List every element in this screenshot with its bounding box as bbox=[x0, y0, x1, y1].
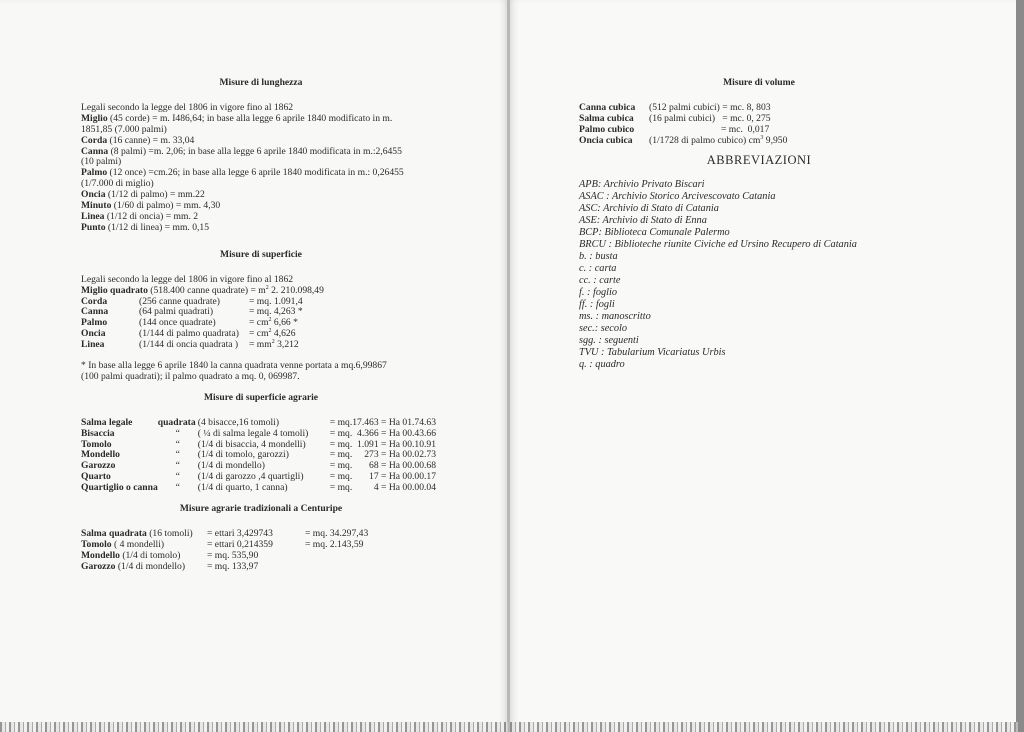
agrarie-desc: (1/4 di mondello) bbox=[197, 460, 265, 472]
abbreviazioni-title: ABBREVIAZIONI bbox=[706, 152, 812, 167]
centuripe-v1: = ettari 3,429743 bbox=[207, 528, 273, 539]
volume-term: Palmo cubico bbox=[579, 123, 635, 135]
lunghezza-item bbox=[81, 147, 441, 158]
agrarie-value: = mq. 273 = Ha 00.02.73 bbox=[329, 449, 436, 461]
centuripe-desc: (1/4 di tomolo) bbox=[119, 549, 181, 561]
centuripe-table bbox=[81, 529, 368, 573]
abbreviation-item: q. : quadro bbox=[579, 359, 625, 371]
lunghezza-text: 1851,85 (7.000 palmi) bbox=[81, 123, 167, 135]
agrarie-mark: “ bbox=[175, 471, 180, 483]
volume-term: Salma cubica bbox=[579, 112, 634, 124]
superficie-value: = cm bbox=[249, 328, 269, 340]
agrarie-value: = mq. 68 = Ha 00.00.68 bbox=[329, 460, 436, 472]
abbreviation-item: APB: Archivio Privato Biscari bbox=[579, 179, 705, 191]
agrarie-desc: (4 bisacce,16 tomoli) bbox=[197, 416, 280, 428]
volume-table bbox=[579, 103, 787, 147]
centuripe-desc: (1/4 di mondello) bbox=[115, 560, 186, 572]
lunghezza-term: Minuto bbox=[81, 200, 112, 212]
agrarie-value: = mq.17.463 = Ha 01.74.63 bbox=[329, 416, 436, 428]
superficie-table bbox=[81, 297, 303, 352]
lunghezza-text: (45 corde) = m. I486,64; in base alla legge 6 aprile 1840 modificato in m. bbox=[107, 112, 393, 124]
centuripe-term: Mondello bbox=[81, 549, 120, 561]
centuripe-v1: = mq. 133,97 bbox=[207, 560, 259, 572]
lunghezza-text: (1/12 di oncia) = mm. 2 bbox=[104, 210, 199, 222]
abbreviation-item: TVU : Tabularium Vicariatus Urbis bbox=[579, 347, 726, 359]
centuripe-term: Garozzo bbox=[81, 560, 116, 572]
centuripe-v1: = ettari 0,214359 bbox=[207, 538, 273, 550]
miglio-quadrato-term: Miglio quadrato bbox=[81, 284, 148, 296]
lunghezza-text: (1/7.000 di miglio) bbox=[81, 178, 154, 190]
volume-term: Canna cubica bbox=[579, 101, 636, 113]
superficie-note-2: (100 palmi quadrati); il palmo quadrato a mq. 0, 069987. bbox=[81, 370, 300, 382]
scan-strip-left bbox=[0, 722, 508, 732]
abbreviation-item: ASC: Archivio di Stato di Catania bbox=[579, 203, 719, 215]
centuripe-title: Misure agrarie tradizionali a Centuripe bbox=[179, 503, 343, 515]
abbreviation-item: b. : busta bbox=[579, 251, 618, 263]
lunghezza-text: (16 canne) = m. 33,04 bbox=[107, 134, 195, 146]
volume-tail: 9,950 bbox=[763, 134, 788, 146]
abbreviazioni-list bbox=[579, 179, 939, 371]
abbreviation-item: cc. : carte bbox=[579, 275, 621, 287]
agrarie-term: Quarto bbox=[81, 471, 111, 483]
agrarie-value: = mq. 17 = Ha 00.00.17 bbox=[329, 471, 436, 483]
agrarie-term: Salma legale bbox=[81, 416, 133, 428]
volume-desc: (512 palmi cubici) = mc. 8, 803 bbox=[649, 101, 771, 113]
superficie-tail: 4,626 bbox=[271, 328, 296, 340]
abbreviation-item: BRCU : Biblioteche riunite Civiche ed Ursino Recupero di Catania bbox=[579, 239, 857, 251]
abbreviation-item: ff. : fogli bbox=[579, 299, 615, 311]
volume-term-cell bbox=[579, 136, 649, 147]
superficie-sup: 2 bbox=[268, 328, 272, 335]
centuripe-term: Tomolo bbox=[81, 538, 112, 550]
superficie-row bbox=[81, 340, 303, 351]
centuripe-v2 bbox=[305, 551, 368, 562]
centuripe-desc: (16 tomoli) bbox=[146, 528, 193, 539]
superficie-term: Corda bbox=[81, 295, 108, 307]
superficie-value: = mq. 1.091,4 bbox=[249, 295, 303, 307]
centuripe-term-cell bbox=[81, 562, 207, 573]
agrarie-table bbox=[81, 418, 436, 494]
volume-desc: (16 palmi cubici) = mc. 0, 275 bbox=[649, 112, 771, 124]
abbreviation-item: ASE: Archivio di Stato di Enna bbox=[579, 215, 707, 227]
agrarie-term: Tomolo bbox=[81, 438, 112, 450]
left-page-content bbox=[81, 78, 441, 573]
superficie-tail: 6,66 * bbox=[271, 317, 298, 329]
agrarie-desc: (1/4 di bisaccia, 4 mondelli) bbox=[197, 438, 306, 450]
centuripe-v2 bbox=[305, 562, 368, 573]
lunghezza-text: (1/60 di palmo) = mm. 4,30 bbox=[111, 200, 221, 212]
scan-strip-right bbox=[510, 722, 1018, 732]
lunghezza-list bbox=[81, 114, 441, 234]
agrarie-term: Quartiglio o canna bbox=[81, 482, 158, 494]
lunghezza-term: Palmo bbox=[81, 167, 108, 179]
agrarie-mark: “ bbox=[175, 438, 180, 450]
superficie-title: Misure di superficie bbox=[220, 248, 302, 260]
superficie-term: Oncia bbox=[81, 328, 106, 340]
superficie-value: = mq. 4,263 * bbox=[249, 306, 303, 318]
centuripe-row bbox=[81, 562, 368, 573]
volume-term: Oncia cubica bbox=[579, 134, 633, 146]
miglio-quadrato-text: (518.400 canne quadrate) = m bbox=[147, 284, 266, 296]
lunghezza-term: Canna bbox=[81, 145, 109, 157]
superficie-desc: (1/144 di oncia quadrata ) bbox=[139, 339, 239, 351]
superficie-note-1: * In base alla legge 6 aprile 1840 la canna quadrata venne portata a mq.6,99867 bbox=[81, 360, 387, 372]
lunghezza-title: Misure di lunghezza bbox=[219, 77, 303, 88]
agrarie-value: = mq. 4 = Ha 00.00.04 bbox=[329, 482, 436, 494]
lunghezza-item bbox=[81, 223, 441, 234]
lunghezza-intro: Legali secondo la legge del 1806 in vigore fino al 1862 bbox=[81, 101, 294, 113]
volume-sup: 3 bbox=[760, 134, 764, 141]
agrarie-term: Bisaccia bbox=[81, 427, 115, 439]
centuripe-desc: ( 4 mondelli) bbox=[111, 538, 165, 550]
agrarie-mark: “ bbox=[175, 460, 180, 472]
miglio-quadrato-tail: 2. 210.098,49 bbox=[268, 284, 324, 296]
superficie-term-cell bbox=[81, 340, 139, 351]
superficie-desc: (144 once quadrate) bbox=[139, 317, 216, 329]
abbreviation-item: sec.: secolo bbox=[579, 323, 628, 335]
volume-row bbox=[579, 136, 787, 147]
agrarie-title: Misure di superficie agrarie bbox=[203, 391, 319, 403]
lunghezza-term: Punto bbox=[81, 221, 106, 233]
abbreviation-item: f. : foglio bbox=[579, 287, 618, 299]
agrarie-desc: (1/4 di quarto, 1 canna) bbox=[197, 482, 288, 494]
lunghezza-term: Corda bbox=[81, 134, 108, 146]
agrarie-desc: (1/4 di tomolo, garozzi) bbox=[197, 449, 289, 461]
centuripe-term: Salma quadrata bbox=[81, 528, 147, 539]
superficie-sup: 2 bbox=[271, 338, 275, 345]
volume-desc-cell bbox=[649, 136, 787, 147]
page-edge bbox=[1016, 0, 1024, 732]
agrarie-mark: “ bbox=[175, 449, 180, 461]
superficie-term: Palmo bbox=[81, 317, 108, 329]
superficie-term: Linea bbox=[81, 339, 105, 351]
miglio-quadrato-sup: 2 bbox=[265, 284, 269, 291]
lunghezza-text: (1/12 di linea) = mm. 0,15 bbox=[105, 221, 209, 233]
superficie-sup: 2 bbox=[268, 317, 272, 324]
lunghezza-text: (1/12 di palmo) = mm.22 bbox=[105, 189, 205, 201]
superficie-desc: (64 palmi quadrati) bbox=[139, 306, 214, 318]
abbreviation-item: BCP: Biblioteca Comunale Palermo bbox=[579, 227, 730, 239]
superficie-value: = mm bbox=[249, 339, 272, 351]
lunghezza-text: (8 palmi) =m. 2,06; in base alla legge 6 aprile 1840 modificata in m.:2,6455 bbox=[108, 145, 402, 157]
lunghezza-text: (10 palmi) bbox=[81, 156, 122, 168]
agrarie-desc: (1/4 di garozzo ,4 quartigli) bbox=[197, 471, 304, 483]
agrarie-term: Garozzo bbox=[81, 460, 116, 472]
right-page-content bbox=[579, 78, 939, 371]
centuripe-v2: = mq. 2.143,59 bbox=[305, 538, 364, 550]
agrarie-value: = mq. 4.366 = Ha 00.43.66 bbox=[329, 427, 436, 439]
superficie-intro: Legali secondo la legge del 1806 in vigore fino al 1862 bbox=[81, 273, 294, 285]
agrarie-desc: ( ¼ di salma legale 4 tomoli) bbox=[197, 427, 309, 439]
lunghezza-term: Linea bbox=[81, 210, 105, 222]
agrarie-term-cell bbox=[81, 483, 158, 494]
centuripe-v1: = mq. 535,90 bbox=[207, 549, 259, 561]
agrarie-row bbox=[81, 483, 436, 494]
centuripe-v2: = mq. 34.297,43 bbox=[305, 528, 369, 539]
lunghezza-term: Oncia bbox=[81, 189, 106, 201]
abbreviation-item: ms. : manoscritto bbox=[579, 311, 651, 323]
agrarie-term: Mondello bbox=[81, 449, 120, 461]
agrarie-row bbox=[81, 429, 436, 440]
abbreviation-item: c. : carta bbox=[579, 263, 617, 275]
volume-desc: (1/1728 di palmo cubico) cm bbox=[649, 134, 761, 146]
volume-desc: = mc. 0,017 bbox=[649, 123, 770, 135]
right-page bbox=[510, 0, 1018, 732]
superficie-term: Canna bbox=[81, 306, 109, 318]
lunghezza-term: Miglio bbox=[81, 112, 108, 124]
volume-title: Misure di volume bbox=[723, 77, 795, 88]
agrarie-value: = mq. 1.091 = Ha 00.10.91 bbox=[329, 438, 436, 450]
superficie-desc: (1/144 di palmo quadrata) bbox=[139, 328, 239, 340]
left-page bbox=[0, 0, 508, 732]
superficie-value-cell bbox=[249, 340, 303, 351]
agrarie-mark: “ bbox=[175, 427, 180, 439]
superficie-value: = cm bbox=[249, 317, 269, 329]
lunghezza-text: (12 once) =cm.26; in base alla legge 6 aprile 1840 modificata in m.: 0,26455 bbox=[107, 167, 404, 179]
superficie-tail: 3,212 bbox=[274, 339, 299, 351]
agrarie-mark: quadrata bbox=[157, 416, 196, 428]
superficie-desc: (256 canne quadrate) bbox=[139, 295, 220, 307]
abbreviation-item: ASAC : Archivio Storico Arcivescovato Catania bbox=[579, 191, 776, 203]
abbreviation-item: sgg. : seguenti bbox=[579, 335, 639, 347]
agrarie-mark: “ bbox=[175, 482, 180, 494]
